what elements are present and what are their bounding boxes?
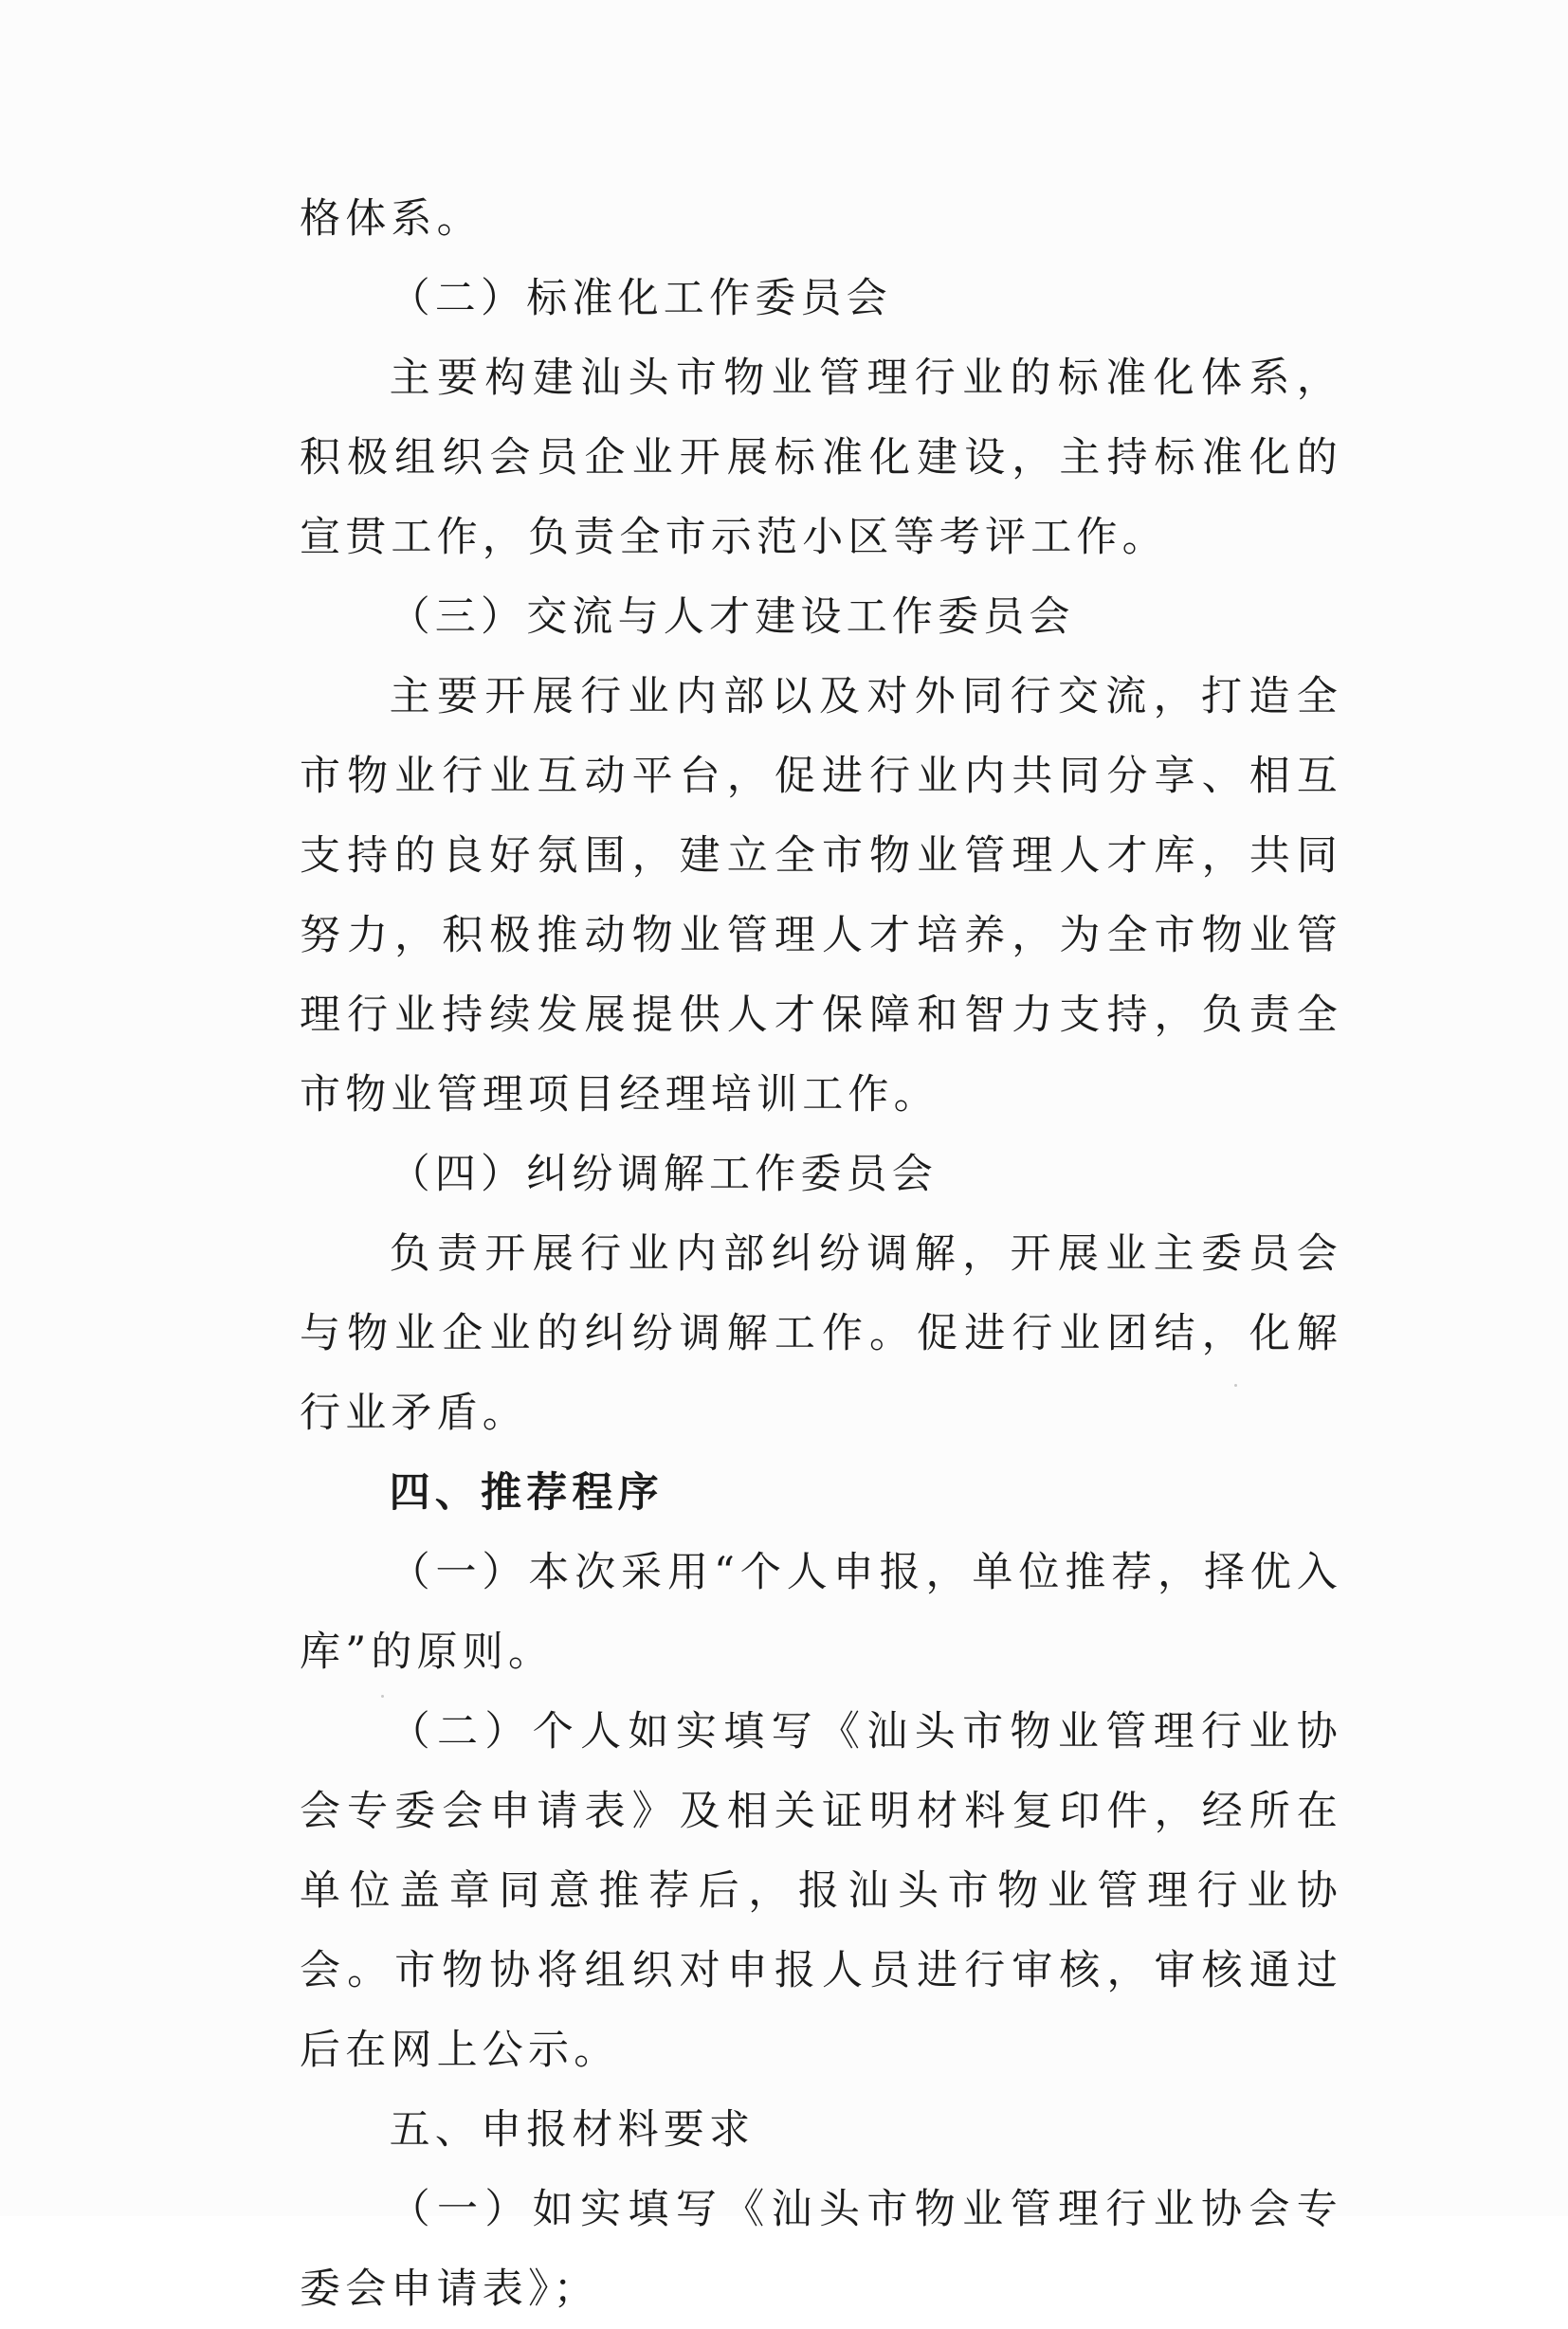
paragraph-procedure-principle: （一）本次采用“个人申报，单位推荐，择优入库”的原则。 [300, 1549, 1342, 1676]
paragraph-dispute-mediation-duties: 负责开展行业内部纠纷调解，开展业主委员会与物业企业的纠纷调解工作。促进行业团结，化解行业矛盾。 [300, 1230, 1342, 1437]
scan-speck [1234, 1384, 1237, 1387]
section-heading-material-requirements: 五、申报材料要求 [389, 2106, 756, 2154]
subheading-exchange-talent-committee: （三）交流与人才建设工作委员会 [389, 593, 1075, 641]
subheading-dispute-mediation-committee: （四）纠纷调解工作委员会 [389, 1151, 938, 1198]
document-body [300, 179, 1342, 2329]
section-heading-recommendation-procedure: 四、推荐程序 [389, 1469, 664, 1517]
subheading-standardization-committee: （二）标准化工作委员会 [389, 275, 892, 322]
paragraph-procedure-application: （二）个人如实填写《汕头市物业管理行业协会专委会申请表》及相关证明材料复印件，经所在单位盖章同意推荐后，报汕头市物业管理行业协会。市物协将组织对申报人员进行审核，审核通过后在网上公示。 [300, 1708, 1342, 2074]
paragraph-exchange-talent-duties: 主要开展行业内部以及对外同行交流，打造全市物业行业互动平台，促进行业内共同分享、相互支持的良好氛围，建立全市物业管理人才库，共同努力，积极推动物业管理人才培养，为全市物业管理行业持续发展提供人才保障和智力支持，负责全市物业管理项目经理培训工作。 [300, 673, 1342, 1119]
paragraph-material-requirement-1: （一）如实填写《汕头市物业管理行业协会专委会申请表》； [300, 2186, 1342, 2313]
scan-speck [381, 1695, 384, 1698]
paragraph-standardization-duties: 主要构建汕头市物业管理行业的标准化体系，积极组织会员企业开展标准化建设，主持标准化的宣贯工作，负责全市示范小区等考评工作。 [300, 355, 1342, 561]
continuation-text: 格体系。 [300, 195, 483, 243]
